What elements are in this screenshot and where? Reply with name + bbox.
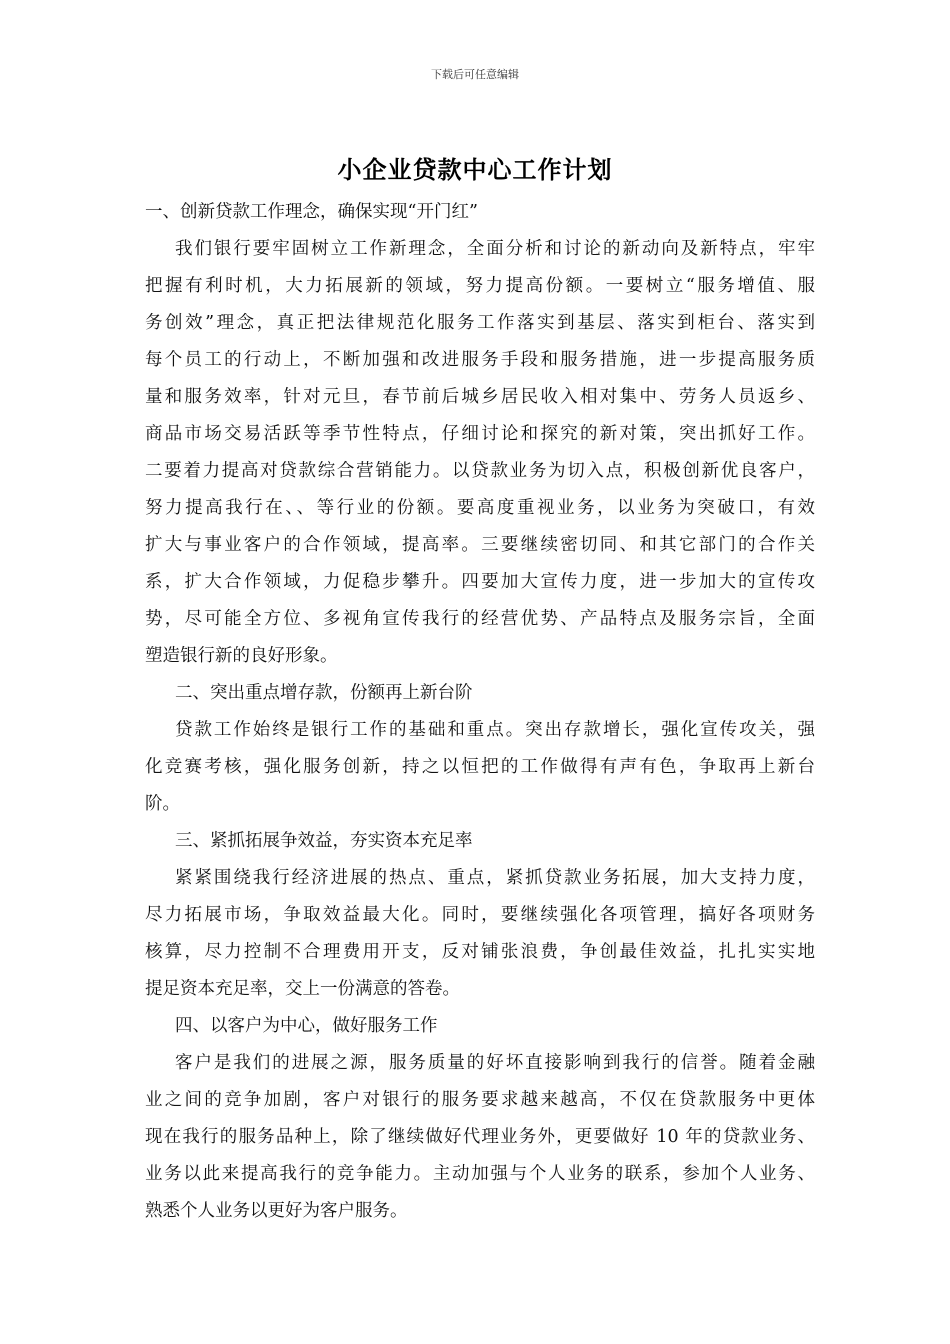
text-line: 把握有利时机，大力拓展新的领域，努力提高份额。一要树立“服务增值、服 bbox=[145, 276, 815, 296]
text-line: 努力提高我行在、、等行业的份额。要高度重视业务，以业务为突破口，有效 bbox=[145, 498, 815, 518]
document-body bbox=[145, 194, 815, 1230]
text-line: 量和服务效率，针对元旦，春节前后城乡居民收入相对集中、劳务人员返乡、 bbox=[145, 387, 815, 407]
text-line: 商品市场交易活跃等季节性特点，仔细讨论和探究的新对策，突出抓好工作。 bbox=[145, 424, 815, 444]
text-line: 势，尽可能全方位、多视角宣传我行的经营优势、产品特点及服务宗旨，全面 bbox=[145, 609, 815, 629]
text-line: 二、突出重点增存款，份额再上新台阶 bbox=[175, 683, 473, 703]
text-line: 尽力拓展市场，争取效益最大化。同时，要继续强化各项管理，搞好各项财务 bbox=[145, 905, 815, 925]
text-line: 贷款工作始终是银行工作的基础和重点。突出存款增长，强化宣传攻关，强 bbox=[175, 720, 815, 740]
header-note: 下载后可任意编辑 bbox=[431, 68, 519, 81]
text-line: 提足资本充足率，交上一份满意的答卷。 bbox=[145, 979, 460, 999]
text-line: 二要着力提高对贷款综合营销能力。以贷款业务为切入点，积极创新优良客户， bbox=[145, 461, 815, 481]
text-line: 扩大与事业客户的合作领域，提高率。三要继续密切同、和其它部门的合作关 bbox=[145, 535, 815, 555]
text-line: 四、以客户为中心，做好服务工作 bbox=[175, 1016, 438, 1036]
text-line: 阶。 bbox=[145, 794, 180, 814]
text-line: 熟悉个人业务以更好为客户服务。 bbox=[145, 1201, 408, 1221]
text-line: 核算，尽力控制不合理费用开支，反对铺张浪费，争创最佳效益，扎扎实实地 bbox=[145, 942, 815, 962]
text-line: 客户是我们的进展之源，服务质量的好坏直接影响到我行的信誉。随着金融 bbox=[175, 1053, 815, 1073]
text-line: 系，扩大合作领域，力促稳步攀升。四要加大宣传力度，进一步加大的宣传攻 bbox=[145, 572, 815, 592]
text-line: 业务以此来提高我行的竞争能力。主动加强与个人业务的联系，参加个人业务、 bbox=[145, 1164, 815, 1184]
text-line: 现在我行的服务品种上，除了继续做好代理业务外，更要做好 10 年的贷款业务、 bbox=[145, 1127, 815, 1147]
text-line: 三、紧抓拓展争效益，夯实资本充足率 bbox=[175, 831, 473, 851]
text-line: 紧紧围绕我行经济进展的热点、重点，紧抓贷款业务拓展，加大支持力度， bbox=[175, 868, 815, 888]
document-title: 小企业贷款中心工作计划 bbox=[337, 155, 613, 184]
text-line: 一、创新贷款工作理念，确保实现“开门红” bbox=[145, 202, 478, 222]
text-line: 每个员工的行动上，不断加强和改进服务手段和服务措施，进一步提高服务质 bbox=[145, 350, 815, 370]
text-line: 化竞赛考核，强化服务创新，持之以恒把的工作做得有声有色，争取再上新台 bbox=[145, 757, 815, 777]
text-line: 业之间的竞争加剧，客户对银行的服务要求越来越高，不仅在贷款服务中更体 bbox=[145, 1090, 815, 1110]
text-line: 塑造银行新的良好形象。 bbox=[145, 646, 338, 666]
text-line: 我们银行要牢固树立工作新理念，全面分析和讨论的新动向及新特点，牢牢 bbox=[175, 239, 815, 259]
text-line: 务创效”理念，真正把法律规范化服务工作落实到基层、落实到柜台、落实到 bbox=[145, 313, 815, 333]
